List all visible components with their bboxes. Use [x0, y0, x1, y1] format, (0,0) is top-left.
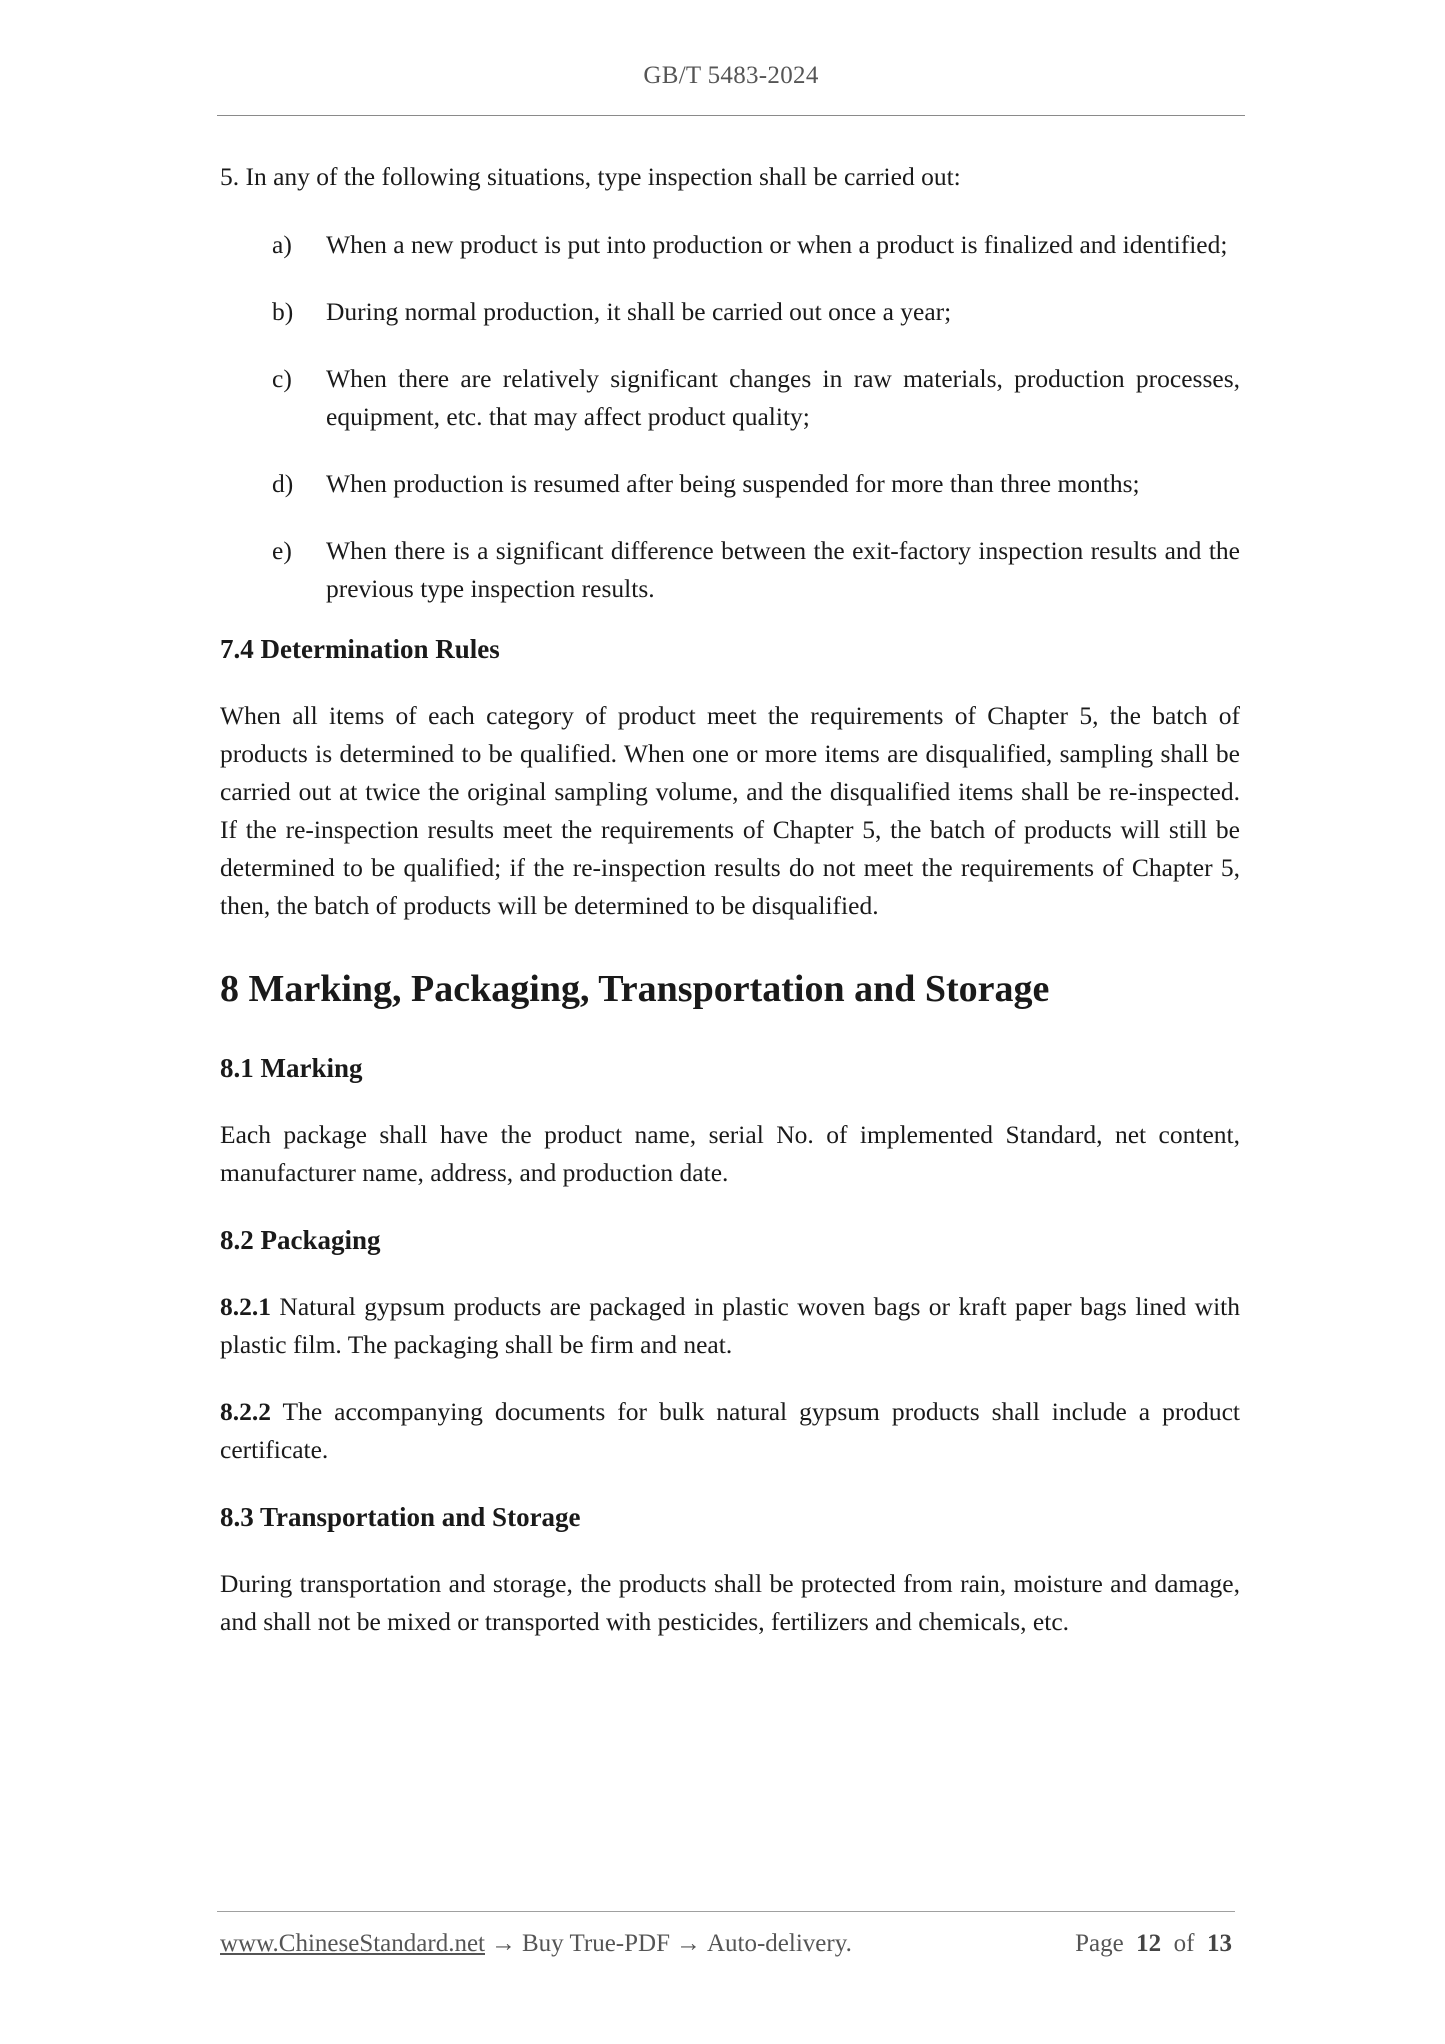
total-pages: 13 — [1207, 1930, 1232, 1957]
list-marker: d) — [272, 469, 294, 498]
list-marker: b) — [272, 297, 294, 326]
determination-rules-paragraph: When all items of each category of product meet the requirements of Chapter 5, the batch of products is determined to be qualified. When one or more items are disqualified, sampling shall be carried out at twice the original sampling volume, and the disqualified items shall be re-inspected. If the re-inspection results meet the requirements of Chapter 5, the batch of products will still be determined to be qualified; if the re-inspection results do not meet the requirements of Chapter 5, then, the batch of products will be determined to be disqualified. — [220, 701, 1240, 920]
footer-promo — [220, 1930, 852, 1958]
list-text: When a new product is put into production or when a product is finalized and identified; — [326, 230, 1228, 259]
of-label: of — [1173, 1930, 1195, 1957]
list-marker: e) — [272, 536, 292, 565]
section-heading-8-1: 8.1 Marking — [220, 1053, 363, 1083]
auto-delivery-text: Auto-delivery. — [706, 1930, 852, 1957]
section-heading-8-3: 8.3 Transportation and Storage — [220, 1502, 581, 1532]
section-heading-8-2: 8.2 Packaging — [220, 1225, 381, 1255]
page-number — [1075, 1930, 1232, 1958]
list-item — [220, 532, 1240, 608]
clause-text: The accompanying documents for bulk natural gypsum products shall include a product certificate. — [220, 1397, 1240, 1464]
clause-number: 8.2.2 — [220, 1397, 271, 1426]
list-text: During normal production, it shall be carried out once a year; — [326, 297, 952, 326]
list-text: When there are relatively significant changes in raw materials, production processes, equipment, etc. that may affect product quality; — [326, 364, 1240, 431]
page-header: GB/T 5483-2024 — [643, 62, 819, 89]
page-footer — [220, 1930, 1232, 1958]
packaging-paragraph-1 — [220, 1288, 1240, 1364]
clause-number: 8.2.1 — [220, 1292, 271, 1321]
arrow-right-icon: → — [491, 1930, 516, 1957]
arrow-right-icon: → — [675, 1930, 701, 1957]
header-divider — [217, 115, 1245, 116]
list-marker: a) — [272, 230, 292, 259]
current-page: 12 — [1136, 1930, 1162, 1957]
packaging-paragraph-2 — [220, 1393, 1240, 1469]
list-item — [220, 360, 1240, 436]
page-label: Page — [1075, 1930, 1124, 1957]
clause-text: Natural gypsum products are packaged in plastic woven bags or kraft paper bags lined with plastic film. The packaging shall be firm and neat. — [220, 1292, 1240, 1359]
type-inspection-intro: 5. In any of the following situations, type inspection shall be carried out: — [220, 162, 961, 191]
transport-storage-paragraph: During transportation and storage, the products shall be protected from rain, moisture and damage, and shall not be mixed or transported with pesticides, fertilizers and chemicals, etc. — [220, 1569, 1240, 1636]
document-body — [220, 158, 1240, 1670]
footer-divider — [217, 1911, 1235, 1912]
list-item — [220, 465, 1240, 503]
list-marker: c) — [272, 364, 292, 393]
list-text: When there is a significant difference between the exit-factory inspection results and the previous type inspection results. — [326, 536, 1240, 603]
list-item — [220, 226, 1240, 264]
chapter-heading-8: 8 Marking, Packaging, Transportation and Storage — [220, 968, 1050, 1010]
website-link[interactable]: www.ChineseStandard.net — [220, 1930, 485, 1957]
list-item — [220, 293, 1240, 331]
list-text: When production is resumed after being suspended for more than three months; — [326, 469, 1140, 498]
buy-pdf-text: Buy True-PDF — [522, 1930, 670, 1957]
section-heading-7-4: 7.4 Determination Rules — [220, 634, 500, 664]
marking-paragraph: Each package shall have the product name, serial No. of implemented Standard, net content, manufacturer name, address, and production date. — [220, 1120, 1240, 1187]
